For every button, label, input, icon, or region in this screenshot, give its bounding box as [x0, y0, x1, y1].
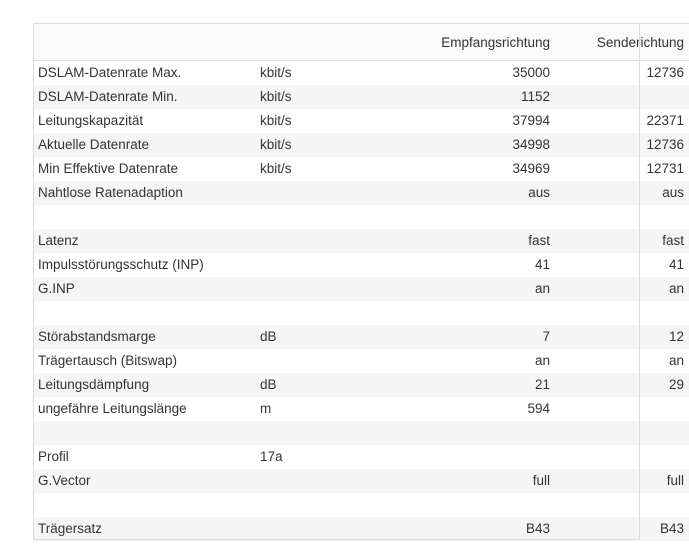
row-tx-value: 12	[555, 325, 689, 349]
row-tx-value: 12736	[646, 65, 684, 81]
row-tx-value	[555, 445, 689, 469]
table-row	[33, 421, 689, 445]
table-row	[33, 277, 689, 301]
row-unit	[255, 205, 369, 229]
table-row	[33, 517, 689, 541]
table-header-row	[33, 24, 689, 61]
row-rx-value: 7	[369, 325, 555, 349]
row-name	[33, 493, 255, 517]
table-row	[33, 133, 689, 157]
table-row	[33, 493, 689, 517]
row-unit: dB	[255, 325, 369, 349]
row-rx-value: an	[534, 353, 550, 368]
row-unit: kbit/s	[260, 113, 292, 128]
row-tx-value: 41	[668, 257, 684, 272]
row-name: Latenz	[33, 229, 255, 253]
row-unit: dB	[255, 373, 369, 397]
row-name: ungefähre Leitungslänge	[38, 401, 187, 416]
row-rx-value: full	[369, 469, 555, 493]
row-name: Nahtlose Ratenadaption	[33, 181, 255, 205]
row-tx-value: fast	[555, 229, 689, 253]
row-rx-value: aus	[369, 181, 555, 205]
row-rx-value	[369, 205, 555, 229]
row-unit	[255, 469, 369, 493]
row-tx-value: an	[555, 277, 689, 301]
row-name: Leitungskapazität	[38, 113, 144, 128]
table-row	[33, 253, 689, 277]
table-row	[33, 61, 689, 85]
row-tx-value	[555, 421, 689, 445]
table-row	[33, 157, 689, 181]
row-name	[33, 421, 255, 445]
header-unit	[255, 24, 369, 61]
table-row	[33, 109, 689, 133]
row-rx-value: 35000	[512, 65, 550, 81]
row-tx-value	[555, 205, 689, 229]
row-name: Aktuelle Datenrate	[33, 133, 255, 157]
table-row	[33, 349, 689, 373]
row-unit	[255, 181, 369, 205]
row-name: Impulsstörungsschutz (INP)	[38, 257, 204, 272]
header-name	[33, 24, 255, 61]
row-tx-value	[555, 301, 689, 325]
row-tx-value: B43	[555, 517, 689, 541]
row-unit: kbit/s	[255, 133, 369, 157]
row-rx-value: 21	[369, 373, 555, 397]
row-tx-value: full	[555, 469, 689, 493]
row-tx-value: an	[668, 353, 684, 368]
table-row	[33, 373, 689, 397]
row-unit: kbit/s	[260, 65, 292, 81]
row-tx-value: 22371	[646, 113, 684, 128]
row-unit	[255, 517, 369, 541]
table-row	[33, 229, 689, 253]
row-tx-value: aus	[555, 181, 689, 205]
row-rx-value: 1152	[369, 85, 555, 109]
row-rx-value: an	[369, 277, 555, 301]
row-name: Trägersatz	[33, 517, 255, 541]
row-unit: kbit/s	[255, 85, 369, 109]
row-rx-value	[369, 445, 555, 469]
row-rx-value	[369, 301, 555, 325]
row-name: Profil	[38, 449, 69, 464]
table-row	[33, 85, 689, 109]
row-rx-value	[369, 421, 555, 445]
row-name: Leitungsdämpfung	[33, 373, 255, 397]
row-name: G.INP	[33, 277, 255, 301]
row-tx-value	[555, 85, 689, 109]
table-row	[33, 325, 689, 349]
row-rx-value: B43	[369, 517, 555, 541]
row-tx-value	[555, 493, 689, 517]
row-rx-value: 594	[527, 401, 550, 416]
table-row	[33, 301, 689, 325]
row-name: DSLAM-Datenrate Max.	[38, 65, 182, 81]
row-unit	[255, 277, 369, 301]
row-unit: 17a	[260, 449, 283, 464]
row-unit: m	[260, 401, 272, 416]
header-senderichtung: Senderichtung	[555, 24, 689, 61]
row-tx-value	[555, 397, 689, 421]
row-name: Trägertausch (Bitswap)	[38, 353, 178, 368]
row-tx-value: 12731	[646, 161, 684, 176]
row-name: Min Effektive Datenrate	[38, 161, 179, 176]
row-unit	[255, 229, 369, 253]
table-row	[33, 181, 689, 205]
row-unit	[255, 253, 369, 277]
row-unit: kbit/s	[260, 161, 292, 176]
row-name: G.Vector	[33, 469, 255, 493]
table-row	[33, 445, 689, 469]
row-unit	[255, 493, 369, 517]
row-rx-value: 41	[534, 257, 550, 272]
table-row	[33, 205, 689, 229]
row-rx-value: fast	[369, 229, 555, 253]
table-row	[33, 469, 689, 493]
row-rx-value: 34998	[369, 133, 555, 157]
row-name	[33, 301, 255, 325]
row-rx-value: 37994	[512, 113, 550, 128]
row-unit	[255, 301, 369, 325]
row-name: Störabstandsmarge	[33, 325, 255, 349]
table-row	[33, 397, 689, 421]
dsl-info-table	[33, 23, 689, 541]
row-name	[33, 205, 255, 229]
dsl-info-table-container	[33, 23, 684, 541]
row-unit	[255, 421, 369, 445]
row-rx-value	[369, 493, 555, 517]
row-rx-value: 34969	[512, 161, 550, 176]
row-tx-value: 29	[555, 373, 689, 397]
row-name: DSLAM-Datenrate Min.	[33, 85, 255, 109]
header-empfangsrichtung: Empfangsrichtung	[369, 24, 555, 61]
row-tx-value: 12736	[555, 133, 689, 157]
row-unit	[255, 349, 369, 373]
